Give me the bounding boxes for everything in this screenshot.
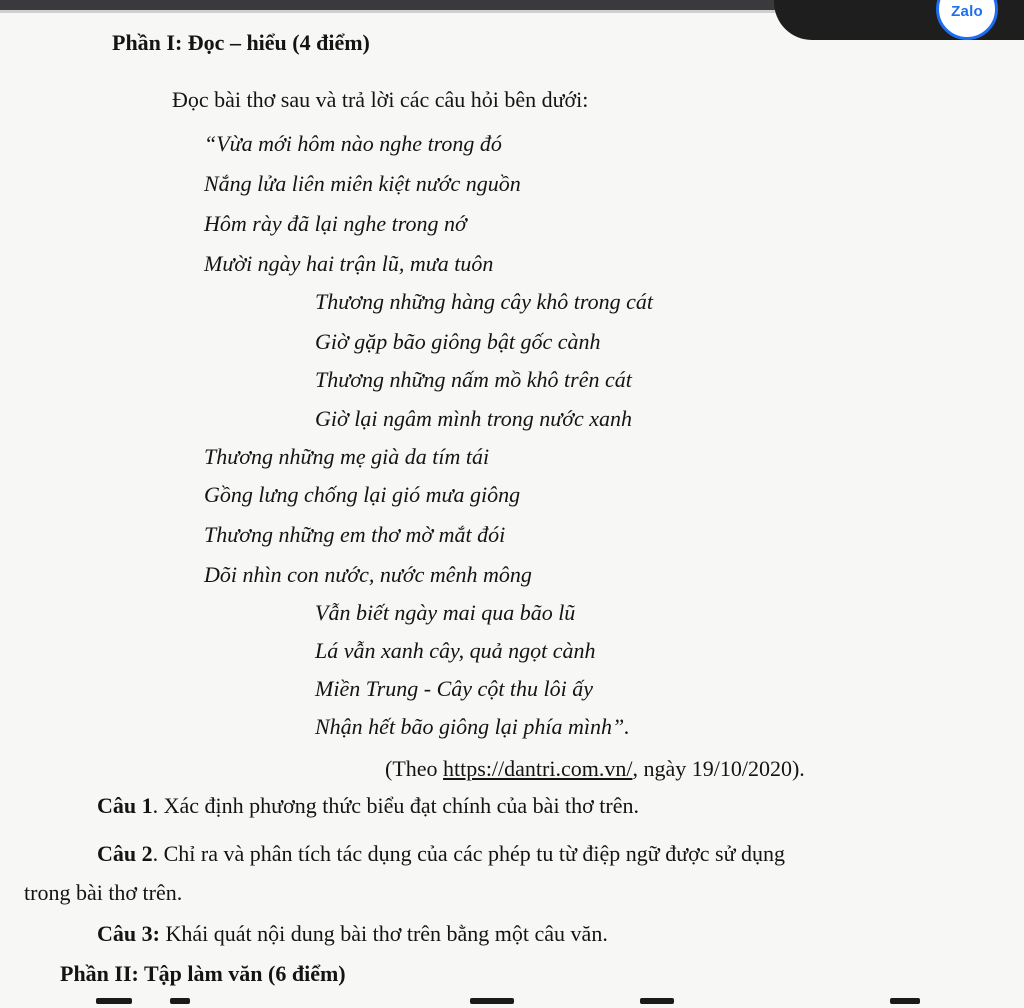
question-3-label: Câu 3: [97, 921, 160, 946]
poem-line: Thương những hàng cây khô trong cát [315, 289, 654, 314]
poem-line: Miền Trung - Cây cột thu lôi ấy [315, 676, 594, 701]
source-citation [385, 756, 805, 782]
source-link[interactable]: https://dantri.com.vn/ [443, 756, 633, 781]
poem-line: “Vừa mới hôm nào nghe trong đó [204, 131, 502, 156]
question-1-label: Câu 1 [97, 793, 153, 818]
poem-line: Nắng lửa liên miên kiệt nước nguồn [204, 171, 521, 196]
question-2-label: Câu 2 [97, 841, 153, 866]
question-2-continuation: trong bài thơ trên. [24, 880, 183, 905]
poem-line: Giờ lại ngâm mình trong nước xanh [315, 406, 632, 431]
cutoff-text-fragment [170, 998, 190, 1004]
question-1-text: . Xác định phương thức biểu đạt chính của bài thơ trên. [152, 793, 639, 818]
question-2-text: . Chỉ ra và phân tích tác dụng của các phép tu từ điệp ngữ được sử dụng [152, 841, 786, 866]
poem-line: Vẫn biết ngày mai qua bão lũ [315, 600, 576, 625]
poem-line: Dõi nhìn con nước, nước mênh mông [204, 562, 532, 587]
question-3 [97, 921, 608, 947]
section1-instruction: Đọc bài thơ sau và trả lời các câu hỏi bên dưới: [172, 87, 589, 112]
section2-heading: Phần II: Tập làm văn (6 điểm) [60, 961, 346, 986]
poem-line: Nhận hết bão giông lại phía mình”. [315, 714, 630, 739]
cutoff-text-fragment [640, 998, 674, 1004]
source-prefix: (Theo [385, 756, 444, 781]
question-3-text: Khái quát nội dung bài thơ trên bằng một câu văn. [159, 921, 608, 946]
top-border [0, 10, 860, 13]
poem-line: Giờ gặp bão giông bật gốc cành [315, 329, 601, 354]
zalo-logo-icon[interactable] [936, 0, 998, 40]
poem-line: Thương những em thơ mờ mắt đói [204, 522, 506, 547]
zalo-badge-label: Zalo [951, 3, 983, 20]
cutoff-text-fragment [470, 998, 514, 1004]
question-2 [97, 841, 785, 867]
poem-line: Thương những mẹ già da tím tái [204, 444, 490, 469]
poem-line: Lá vẫn xanh cây, quả ngọt cành [315, 638, 596, 663]
zalo-overlay-panel [774, 0, 1024, 40]
section1-heading: Phần I: Đọc – hiểu (4 điểm) [112, 30, 370, 55]
poem-line: Thương những nấm mồ khô trên cát [315, 367, 632, 392]
cutoff-text-fragment [96, 998, 132, 1004]
poem-line: Hôm rày đã lại nghe trong nớ [204, 211, 467, 236]
poem-line: Mười ngày hai trận lũ, mưa tuôn [204, 251, 494, 276]
cutoff-text-fragment [890, 998, 920, 1004]
question-1 [97, 793, 639, 819]
poem-line: Gồng lưng chống lại gió mưa giông [204, 482, 521, 507]
source-suffix: , ngày 19/10/2020). [632, 756, 805, 781]
